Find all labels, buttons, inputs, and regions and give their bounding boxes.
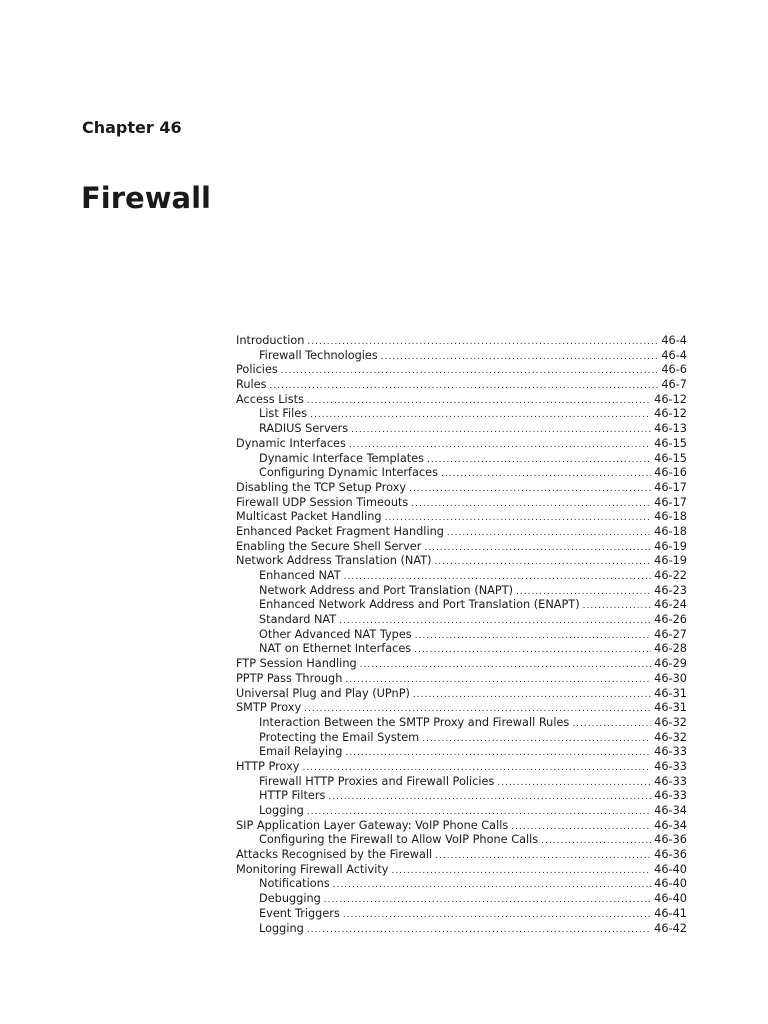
toc-entry-title: SMTP Proxy [236, 701, 302, 715]
toc-entry-title: Rules [236, 378, 267, 392]
toc-entry[interactable] [236, 554, 687, 569]
toc-entry-page: 46-34 [654, 804, 687, 817]
toc-entry-title: Dynamic Interfaces [236, 436, 346, 450]
toc-entry[interactable] [236, 393, 687, 408]
toc-entry[interactable] [236, 775, 687, 790]
toc-entry-title: Policies [236, 363, 278, 377]
toc-entry-title: Interaction Between the SMTP Proxy and Firewall Rules [259, 715, 570, 729]
toc-entry-title: Disabling the TCP Setup Proxy [236, 480, 407, 494]
toc-entry-title: Introduction [236, 334, 305, 347]
toc-dot-leader [391, 864, 651, 878]
toc-entry[interactable] [236, 731, 687, 746]
toc-entry-title: Dynamic Interface Templates [259, 451, 425, 465]
toc-entry-title: List Files [259, 407, 308, 421]
toc-entry-title: Enhanced Packet Fragment Handling [236, 524, 444, 538]
toc-entry[interactable] [236, 613, 687, 628]
toc-entry-page: 46-36 [654, 833, 687, 847]
toc-entry[interactable] [236, 789, 687, 804]
toc-entry[interactable] [236, 349, 687, 364]
toc-entry-page: 46-17 [654, 480, 687, 494]
toc-entry-page: 46-31 [654, 686, 687, 700]
toc-entry-page: 46-18 [654, 510, 687, 524]
toc-entry-title: HTTP Proxy [236, 759, 300, 773]
toc-entry-title: Logging [259, 804, 304, 817]
toc-entry[interactable] [236, 804, 687, 819]
toc-entry[interactable] [236, 877, 687, 892]
toc-dot-leader [360, 658, 652, 672]
toc-dot-leader [307, 805, 651, 819]
toc-entry-title: Notifications [259, 877, 330, 891]
toc-entry[interactable] [236, 716, 687, 731]
toc-dot-leader [583, 599, 652, 613]
toc-entry-page: 46-13 [654, 422, 687, 436]
toc-entry-page: 46-32 [654, 730, 687, 744]
toc-entry-title: Other Advanced NAT Types [259, 627, 412, 641]
toc-entry-page: 46-40 [654, 877, 687, 891]
toc-entry-page: 46-34 [654, 818, 687, 832]
toc-entry-page: 46-33 [654, 759, 687, 773]
toc-dot-leader [328, 790, 651, 804]
toc-entry-title: Logging [259, 921, 304, 935]
toc-entry[interactable] [236, 833, 687, 848]
toc-entry-page: 46-33 [654, 789, 687, 803]
toc-dot-leader [516, 585, 651, 599]
toc-entry-page: 46-28 [654, 642, 687, 656]
toc-entry-title: PPTP Pass Through [236, 671, 343, 685]
toc-entry[interactable] [236, 496, 687, 511]
toc-entry-page: 46-12 [654, 407, 687, 421]
toc-entry-page: 46-4 [661, 348, 687, 362]
toc-entry-title: FTP Session Handling [236, 657, 357, 671]
toc-entry-title: Firewall UDP Session Timeouts [236, 495, 409, 509]
toc-entry-title: Configuring Dynamic Interfaces [259, 466, 438, 480]
toc-dot-leader [343, 908, 651, 922]
toc-entry[interactable] [236, 907, 687, 922]
toc-entry-page: 46-23 [654, 583, 687, 597]
toc-entry-title: SIP Application Layer Gateway: VoIP Phone Calls [236, 818, 509, 832]
toc-entry-page: 46-24 [654, 598, 687, 612]
toc-dot-leader [302, 761, 651, 775]
toc-entry-title: Enhanced NAT [259, 569, 341, 582]
toc-dot-leader [310, 408, 651, 422]
chapter-title: Firewall [81, 181, 211, 215]
toc-entry-page: 46-19 [654, 539, 687, 553]
toc-entry-page: 46-29 [654, 657, 687, 671]
toc-dot-leader [269, 379, 658, 393]
toc-entry-page: 46-15 [654, 451, 687, 465]
toc-entry-title: Enhanced Network Address and Port Translation (ENAPT) [259, 598, 580, 612]
toc-dot-leader [307, 923, 651, 937]
toc-entry-page: 46-40 [654, 862, 687, 876]
toc-entry[interactable] [236, 745, 687, 760]
toc-entry[interactable] [236, 701, 687, 716]
toc-entry-page: 46-19 [654, 554, 687, 568]
toc-entry-title: RADIUS Servers [259, 422, 349, 436]
toc-entry-page: 46-16 [654, 466, 687, 480]
toc-entry[interactable] [236, 466, 687, 481]
toc-dot-leader [415, 629, 651, 643]
toc-entry[interactable] [236, 657, 687, 672]
toc-dot-leader [307, 335, 658, 349]
toc-entry-title: Standard NAT [259, 613, 337, 627]
toc-entry[interactable] [236, 437, 687, 452]
toc-entry-title: Monitoring Firewall Activity [236, 862, 389, 876]
toc-entry-page: 46-42 [654, 921, 687, 935]
table-of-contents [236, 334, 687, 936]
toc-entry-page: 46-30 [654, 671, 687, 685]
toc-entry-page: 46-26 [654, 613, 687, 627]
toc-entry-page: 46-18 [654, 524, 687, 538]
chapter-label: Chapter 46 [82, 118, 182, 137]
toc-entry[interactable] [236, 598, 687, 613]
toc-entry-title: Firewall Technologies [259, 348, 378, 362]
toc-entry-page: 46-33 [654, 774, 687, 788]
toc-entry[interactable] [236, 334, 687, 349]
toc-entry-page: 46-27 [654, 627, 687, 641]
toc-entry[interactable] [236, 760, 687, 775]
toc-entry[interactable] [236, 642, 687, 657]
toc-dot-leader [427, 453, 651, 467]
toc-entry-page: 46-7 [661, 378, 687, 392]
toc-entry[interactable] [236, 481, 687, 496]
toc-entry-title: Protecting the Email System [259, 730, 420, 744]
toc-entry[interactable] [236, 687, 687, 702]
toc-entry-page: 46-12 [654, 392, 687, 406]
toc-dot-leader [345, 673, 651, 687]
toc-entry-title: Network Address Translation (NAT) [236, 554, 432, 568]
toc-dot-leader [422, 732, 651, 746]
toc-entry-page: 46-4 [661, 334, 687, 347]
toc-entry-title: NAT on Ethernet Interfaces [259, 642, 412, 656]
toc-dot-leader [344, 570, 652, 584]
toc-dot-leader [349, 438, 651, 452]
toc-entry[interactable] [236, 863, 687, 878]
toc-dot-leader [281, 364, 659, 378]
toc-entry-title: Access Lists [236, 392, 304, 406]
toc-entry[interactable] [236, 407, 687, 422]
toc-dot-leader [572, 717, 651, 731]
toc-dot-leader [413, 688, 651, 702]
toc-dot-leader [435, 849, 651, 863]
toc-dot-leader [307, 394, 651, 408]
toc-entry-page: 46-15 [654, 436, 687, 450]
toc-entry[interactable] [236, 422, 687, 437]
toc-entry-page: 46-31 [654, 701, 687, 715]
toc-dot-leader [424, 541, 651, 555]
toc-entry-title: Debugging [259, 892, 321, 906]
toc-entry-page: 46-41 [654, 906, 687, 920]
toc-dot-leader [409, 482, 651, 496]
toc-entry[interactable] [236, 892, 687, 907]
toc-entry-title: Universal Plug and Play (UPnP) [236, 686, 410, 700]
toc-entry-title: Email Relaying [259, 745, 343, 759]
toc-entry-page: 46-36 [654, 848, 687, 862]
toc-dot-leader [541, 834, 651, 848]
toc-entry[interactable] [236, 569, 687, 584]
toc-entry-title: Multicast Packet Handling [236, 510, 382, 524]
toc-dot-leader [339, 614, 651, 628]
toc-entry-page: 46-40 [654, 892, 687, 906]
toc-entry[interactable] [236, 540, 687, 555]
toc-entry[interactable] [236, 510, 687, 525]
toc-entry-title: Network Address and Port Translation (NAPT) [259, 583, 514, 597]
toc-dot-leader [447, 526, 651, 540]
toc-dot-leader [381, 350, 659, 364]
toc-dot-leader [411, 497, 651, 511]
toc-entry[interactable] [236, 922, 687, 937]
toc-dot-leader [441, 467, 651, 481]
toc-dot-leader [435, 555, 652, 569]
toc-entry-page: 46-33 [654, 745, 687, 759]
toc-entry[interactable] [236, 672, 687, 687]
toc-entry[interactable] [236, 848, 687, 863]
toc-dot-leader [324, 893, 651, 907]
toc-dot-leader [497, 776, 651, 790]
toc-entry-page: 46-22 [654, 569, 687, 582]
toc-dot-leader [511, 820, 651, 834]
toc-dot-leader [304, 702, 651, 716]
toc-entry[interactable] [236, 628, 687, 643]
toc-dot-leader [333, 878, 651, 892]
toc-entry-page: 46-17 [654, 495, 687, 509]
toc-entry-title: Firewall HTTP Proxies and Firewall Policies [259, 774, 495, 788]
toc-entry[interactable] [236, 525, 687, 540]
toc-dot-leader [414, 643, 651, 657]
toc-entry-title: Event Triggers [259, 906, 340, 920]
toc-entry[interactable] [236, 378, 687, 393]
toc-dot-leader [345, 746, 651, 760]
toc-entry-title: Attacks Recognised by the Firewall [236, 848, 433, 862]
toc-entry-title: Configuring the Firewall to Allow VoIP Phone Calls [259, 833, 539, 847]
toc-entry-page: 46-32 [654, 715, 687, 729]
toc-dot-leader [385, 511, 652, 525]
toc-entry[interactable] [236, 819, 687, 834]
toc-entry-page: 46-6 [661, 363, 687, 377]
toc-entry-title: HTTP Filters [259, 789, 326, 803]
toc-entry-title: Enabling the Secure Shell Server [236, 539, 422, 553]
toc-entry[interactable] [236, 363, 687, 378]
toc-entry[interactable] [236, 584, 687, 599]
toc-dot-leader [351, 423, 651, 437]
toc-entry[interactable] [236, 452, 687, 467]
